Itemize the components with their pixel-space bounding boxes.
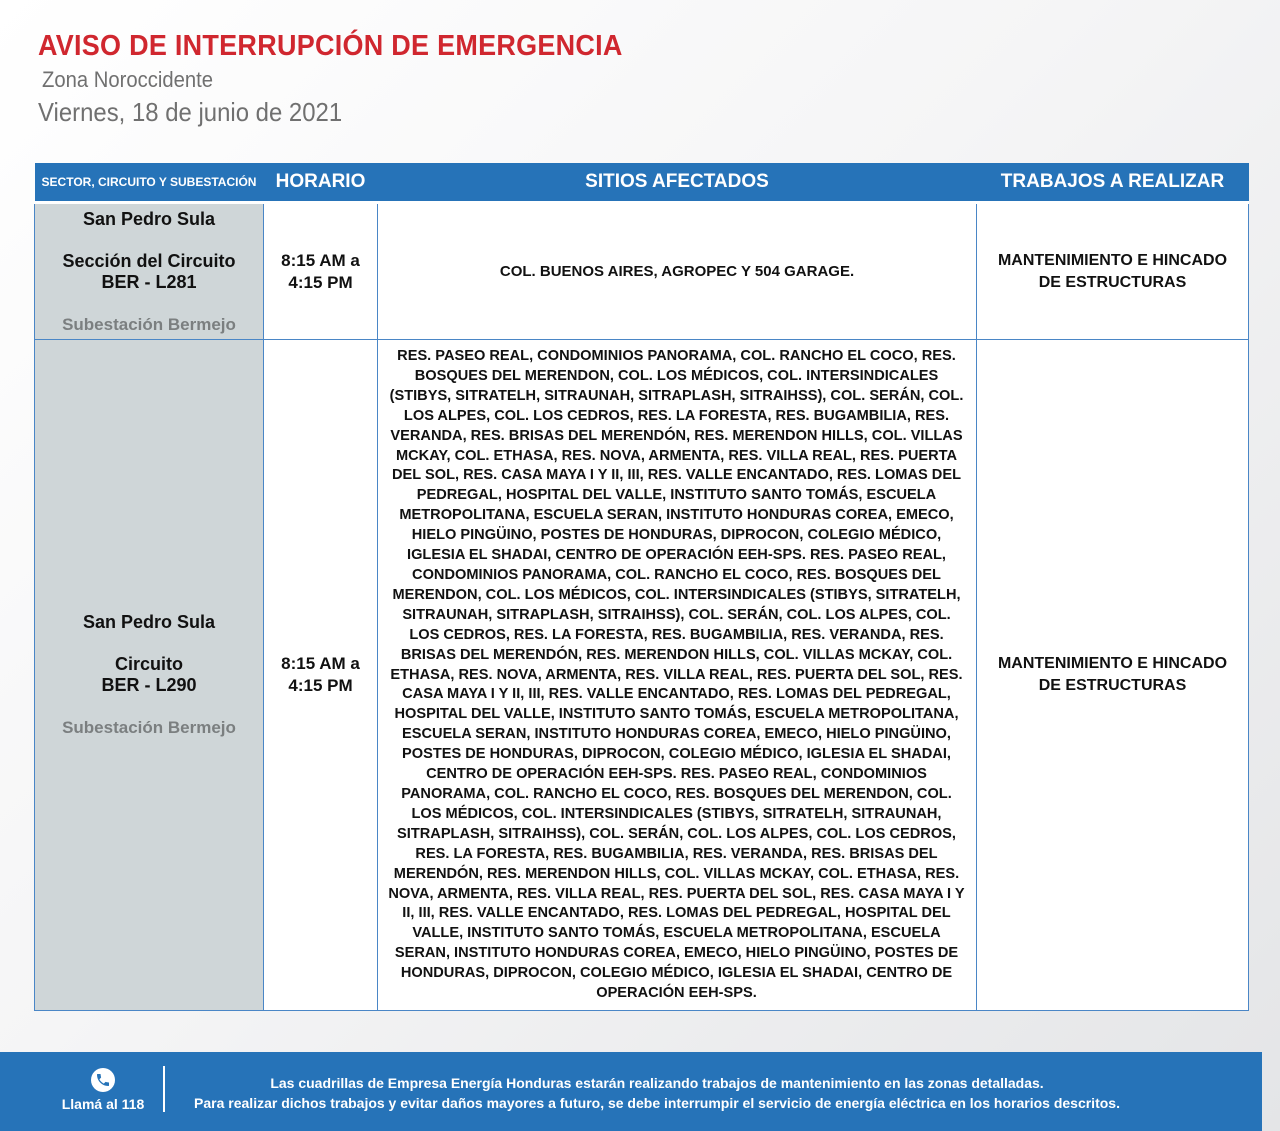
substation-name: Subestación Bermejo bbox=[62, 314, 236, 334]
outage-table bbox=[34, 163, 1249, 1011]
phone-icon[interactable] bbox=[91, 1068, 115, 1092]
column-header-sector: SECTOR, CIRCUITO Y SUBESTACIÓN bbox=[35, 163, 264, 203]
notice-title: AVISO DE INTERRUPCIÓN DE EMERGENCIA bbox=[38, 30, 623, 62]
footer-message bbox=[182, 1073, 1132, 1113]
zone-name: Zona Noroccidente bbox=[42, 67, 214, 92]
column-header-work: TRABAJOS A REALIZAR bbox=[977, 163, 1249, 203]
schedule-cell bbox=[264, 203, 378, 340]
work-description-line1: MANTENIMIENTO E HINCADO bbox=[997, 251, 1228, 269]
table-header-row bbox=[35, 163, 1249, 203]
circuit-code: BER - L290 bbox=[101, 675, 197, 695]
work-description-line2: DE ESTRUCTURAS bbox=[1038, 677, 1187, 694]
schedule-cell bbox=[264, 340, 378, 1011]
substation-name: Subestación Bermejo bbox=[62, 718, 236, 737]
column-header-schedule: HORARIO bbox=[264, 163, 378, 203]
notice-header bbox=[38, 30, 667, 128]
footer-divider bbox=[163, 1066, 165, 1112]
table-row bbox=[35, 340, 1249, 1011]
work-description-line2: DE ESTRUCTURAS bbox=[1038, 273, 1187, 291]
footer-line1: Las cuadrillas de Empresa Energía Honduras estarán realizando trabajos de mantenimiento en las zonas detalladas. bbox=[270, 1075, 1044, 1091]
affected-sites: COL. BUENOS AIRES, AGROPEC Y 504 GARAGE. bbox=[378, 203, 977, 340]
circuit-label: Sección del Circuito bbox=[62, 250, 236, 271]
schedule-start: 8:15 AM a bbox=[281, 250, 360, 270]
call-number[interactable]: Llamá al 118 bbox=[61, 1096, 145, 1112]
footer-banner bbox=[0, 1052, 1262, 1131]
table-row bbox=[35, 203, 1249, 340]
affected-sites: RES. PASEO REAL, CONDOMINIOS PANORAMA, COL. RANCHO EL COCO, RES. BOSQUES DEL MERENDON, COL. LOS MÉDICOS, COL. INTERSINDICALES (STIBYS, SITRATELH, SITRAUNAH, SITRAPLASH, SITRAIHSS), COL. SERÁN, COL. LOS ALPES, COL. LOS CEDROS, RES. LA FORESTA, RES. BUGAMBILIA, RES. VERANDA, RES. BRISAS DEL MERENDÓN, RES. MERENDON HILLS, COL. VILLAS MCKAY, COL. ETHASA, RES. NOVA, ARMENTA, RES. VILLA REAL, RES. PUERTA DEL SOL, RES. CASA MAYA I Y II, III, RES. VALLE ENCANTADO, RES. LOMAS DEL PEDREGAL, HOSPITAL DEL VALLE, INSTITUTO SANTO TOMÁS, ESCUELA METROPOLITANA, ESCUELA SERAN, INSTITUTO HONDURAS COREA, EMECO, HIELO PINGÜINO, POSTES DE HONDURAS, DIPROCON, COLEGIO MÉDICO, IGLESIA EL SHADAI, CENTRO DE OPERACIÓN EEH-SPS. RES. PASEO REAL, CONDOMINIOS PANORAMA, COL. RANCHO EL COCO, RES. BOSQUES DEL MERENDON, COL. LOS MÉDICOS, COL. INTERSINDICALES (STIBYS, SITRATELH, SITRAUNAH, SITRAPLASH, SITRAIHSS), COL. SERÁN, COL. LOS ALPES, COL. LOS CEDROS, RES. LA FORESTA, RES. BUGAMBILIA, RES. VERANDA, RES. BRISAS DEL MERENDÓN, RES. MERENDON HILLS, COL. VILLAS MCKAY, COL. ETHASA, RES. NOVA, ARMENTA, RES. VILLA REAL, RES. PUERTA DEL SOL, RES. CASA MAYA I Y II, III, RES. VALLE ENCANTADO, RES. LOMAS DEL PEDREGAL, HOSPITAL DEL VALLE, INSTITUTO SANTO TOMÁS, ESCUELA METROPOLITANA, ESCUELA SERAN, INSTITUTO HONDURAS COREA, EMECO, HIELO PINGÜINO, POSTES DE HONDURAS, DIPROCON, COLEGIO MÉDICO, IGLESIA EL SHADAI, CENTRO DE OPERACIÓN EEH-SPS. RES. PASEO REAL, CONDOMINIOS PANORAMA, COL. RANCHO EL COCO, RES. BOSQUES DEL MERENDON, COL. LOS MÉDICOS, COL. INTERSINDICALES (STIBYS, SITRATELH, SITRAUNAH, SITRAPLASH, SITRAIHSS), COL. SERÁN, COL. LOS ALPES, COL. LOS CEDROS, RES. LA FORESTA, RES. BUGAMBILIA, RES. VERANDA, RES. BRISAS DEL MERENDÓN, RES. MERENDON HILLS, COL. VILLAS MCKAY, COL. ETHASA, RES. NOVA, ARMENTA, RES. VILLA REAL, RES. PUERTA DEL SOL, RES. CASA MAYA I Y II, III, RES. VALLE ENCANTADO, RES. LOMAS DEL PEDREGAL, HOSPITAL DEL VALLE, INSTITUTO SANTO TOMÁS, ESCUELA METROPOLITANA, ESCUELA SERAN, INSTITUTO HONDURAS COREA, EMECO, HIELO PINGÜINO, POSTES DE HONDURAS, DIPROCON, COLEGIO MÉDICO, IGLESIA EL SHADAI, CENTRO DE OPERACIÓN EEH-SPS. bbox=[378, 340, 977, 1011]
circuit-code: BER - L281 bbox=[101, 271, 197, 292]
column-header-sites: SITIOS AFECTADOS bbox=[378, 163, 977, 203]
footer-line2: Para realizar dichos trabajos y evitar daños mayores a futuro, se debe interrumpir el servicio de energía eléctrica en los horarios descritos. bbox=[194, 1095, 1120, 1111]
sector-cell bbox=[35, 340, 264, 1011]
work-description-line1: MANTENIMIENTO E HINCADO bbox=[997, 655, 1228, 672]
work-cell bbox=[977, 340, 1249, 1011]
notice-date: Viernes, 18 de junio de 2021 bbox=[38, 97, 343, 127]
schedule-end: 4:15 PM bbox=[288, 272, 353, 292]
circuit-label: Circuito bbox=[114, 654, 183, 674]
schedule-start: 8:15 AM a bbox=[281, 654, 360, 673]
sector-city: San Pedro Sula bbox=[82, 208, 216, 229]
work-cell bbox=[977, 203, 1249, 340]
schedule-end: 4:15 PM bbox=[288, 676, 353, 695]
sector-city: San Pedro Sula bbox=[82, 612, 216, 632]
sector-cell bbox=[35, 203, 264, 340]
